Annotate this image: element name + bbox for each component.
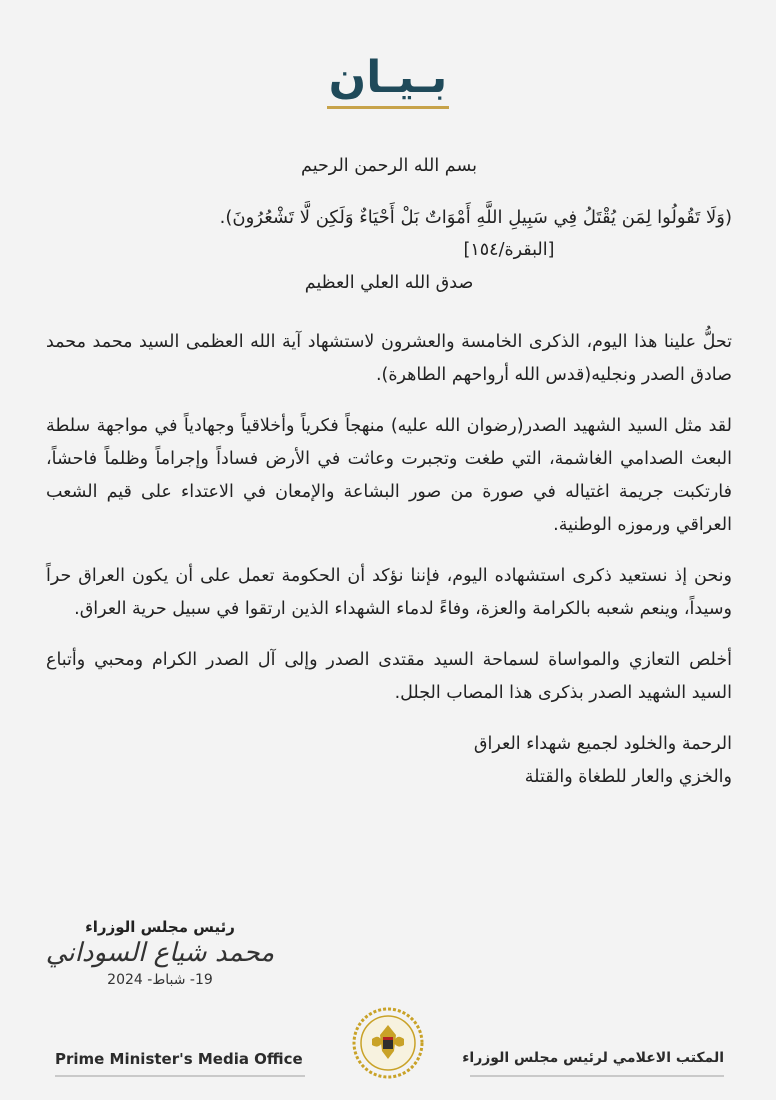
title-underline — [327, 106, 449, 109]
signature-date: 19- شباط- 2024 — [107, 972, 213, 988]
verse-reference: [البقرة/١٥٤] — [463, 240, 555, 260]
sadaq-line: صدق الله العلي العظيم — [304, 273, 474, 293]
signature-block — [40, 918, 280, 988]
footer-office-en: Prime Minister's Media Office — [55, 1050, 303, 1068]
paragraph-4: أخلص التعازي والمواساة لسماحة السيد مقتدى الصدر وإلى آل الصدر الكرام ومحبي وأتباع السيد الشهيد الصدر بذكرى هذا المصاب الجلل. — [46, 650, 732, 703]
closing-line-1: الرحمة والخلود لجميع شهداء العراق — [473, 734, 732, 754]
footer-office-ar: المكتب الاعلامي لرئيس مجلس الوزراء — [462, 1050, 724, 1066]
paragraph-3: ونحن إذ نستعيد ذكرى استشهاده اليوم، فإننا نؤكد أن الحكومة تعمل على أن يكون العراق حراً وسيداً، وينعم شعبه بالكرامة والعزة، وفاءً لدماء الشهداء الذين ارتقوا في سبيل حرية العراق. — [46, 566, 732, 619]
handwritten-signature: محمد شياع السوداني — [45, 938, 275, 968]
quran-verse: (وَلَا تَقُولُوا لِمَن يُقْتَلُ فِي سَبِيلِ اللَّهِ أَمْوَاتٌ بَلْ أَحْيَاءٌ وَلَكِن لَّا تَشْعُرُونَ). — [219, 207, 732, 228]
paragraph-1: تحلُّ علينا هذا اليوم، الذكرى الخامسة والعشرون لاستشهاد آية الله العظمى السيد محمد محمد صادق الصدر ونجليه(قدس الله أرواحهم الطاهرة). — [46, 332, 732, 385]
signature-title: رئيس مجلس الوزراء — [85, 918, 235, 936]
closing-line-2: والخزي والعار للطغاة والقتلة — [524, 767, 732, 787]
statement-body — [46, 150, 732, 794]
paragraph-2: لقد مثل السيد الشهيد الصدر(رضوان الله عليه) منهجاً فكرياً وأخلاقياً وجهادياً في مواجهة سلطة البعث الصدامي الغاشمة، التي طغت وتجبرت وعاثت في الأرض فساداً وإجراماً وظلماً فاحشاً، فارتكبت جريمة اغتياله في صورة من صور البشاعة والإمعان في الاعتداء على قيم الشعب العراقي ورموزه الوطنية. — [46, 416, 732, 535]
basmala: بسم الله الرحمن الرحيم — [301, 156, 477, 176]
page-title: بـيـان — [328, 52, 448, 103]
footer-divider-right — [470, 1075, 724, 1077]
footer-divider-left — [55, 1075, 305, 1077]
iraq-emblem-icon — [350, 1005, 426, 1081]
